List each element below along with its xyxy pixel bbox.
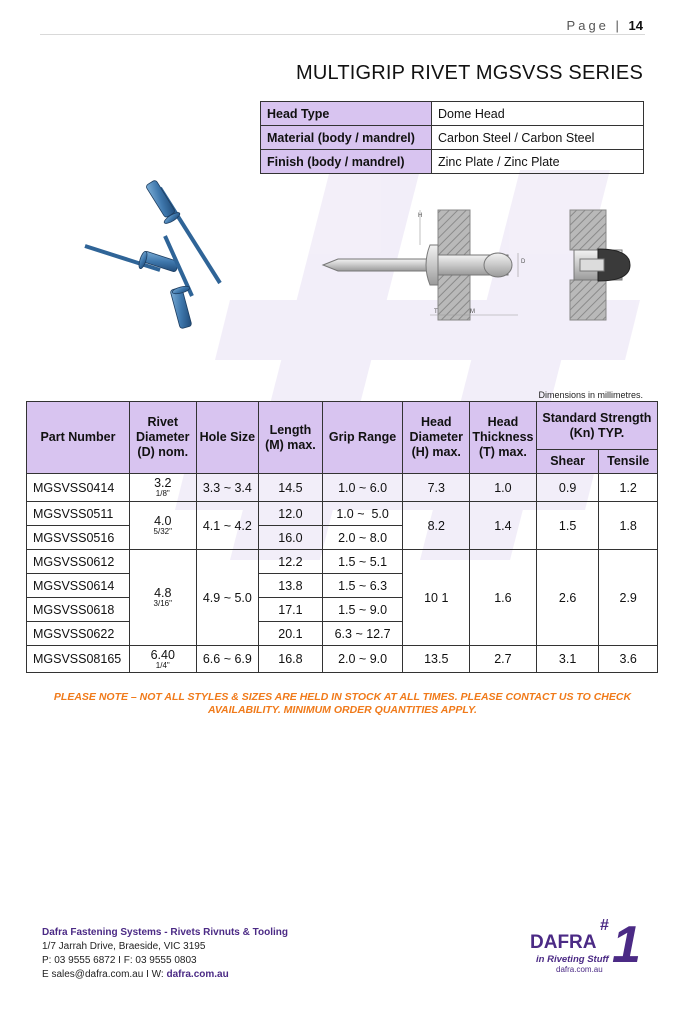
rivet-diagram — [318, 205, 636, 325]
header-divider — [40, 34, 645, 35]
head-diameter-cell: 10 1 — [403, 550, 470, 646]
part-number-cell: MGSVSS0618 — [27, 598, 130, 622]
page-number-value: 14 — [628, 18, 643, 33]
footer-contact — [42, 968, 288, 982]
dim-h-label: H — [418, 213, 423, 219]
spec-row — [261, 150, 644, 174]
col-header: Rivet Diameter (D) nom. — [129, 402, 196, 474]
table-row — [27, 474, 658, 502]
length-cell: 16.8 — [259, 646, 323, 673]
logo-hash: # — [600, 917, 609, 934]
table-row — [27, 550, 658, 574]
footer-email[interactable]: E sales@dafra.com.au I W: — [42, 969, 167, 980]
footer-website-link[interactable]: dafra.com.au — [166, 969, 229, 980]
col-header: Hole Size — [196, 402, 259, 474]
head-thickness-cell: 1.4 — [470, 502, 537, 550]
spec-label: Finish (body / mandrel) — [261, 150, 432, 174]
rivet-diameter-cell: 4.0 5/32" — [129, 502, 196, 550]
page-number: Page | 14 — [566, 18, 643, 33]
hole-size-cell: 3.3 ~ 3.4 — [196, 474, 259, 502]
spec-value: Zinc Plate / Zinc Plate — [432, 150, 644, 174]
part-number-cell: MGSVSS0614 — [27, 574, 130, 598]
part-number-cell: MGSVSS0622 — [27, 622, 130, 646]
tensile-cell: 1.2 — [599, 474, 658, 502]
grip-range-cell: 1.5 ~ 5.1 — [322, 550, 403, 574]
specs-table — [26, 401, 658, 673]
spec-label: Head Type — [261, 102, 432, 126]
shear-cell: 3.1 — [536, 646, 599, 673]
logo-name: DAFRA — [530, 932, 597, 953]
length-cell: 20.1 — [259, 622, 323, 646]
logo-number: 1 — [612, 916, 641, 974]
col-header: Grip Range — [322, 402, 403, 474]
tensile-cell: 3.6 — [599, 646, 658, 673]
length-cell: 13.8 — [259, 574, 323, 598]
grip-range-cell: 2.0 ~ 8.0 — [322, 526, 403, 550]
footer-address: 1/7 Jarrah Drive, Braeside, VIC 3195 — [42, 941, 206, 952]
length-cell: 14.5 — [259, 474, 323, 502]
shear-cell: 1.5 — [536, 502, 599, 550]
tensile-cell: 1.8 — [599, 502, 658, 550]
hole-size-cell: 6.6 ~ 6.9 — [196, 646, 259, 673]
head-thickness-cell: 1.6 — [470, 550, 537, 646]
hole-size-cell: 4.9 ~ 5.0 — [196, 550, 259, 646]
dafra-logo — [530, 912, 650, 976]
dimensions-note: Dimensions in millimetres. — [538, 390, 643, 400]
part-number-cell: MGSVSS0511 — [27, 502, 130, 526]
part-number-cell: MGSVSS0516 — [27, 526, 130, 550]
spec-table — [260, 101, 644, 174]
table-row — [27, 646, 658, 673]
tensile-cell: 2.9 — [599, 550, 658, 646]
grip-range-cell: 6.3 ~ 12.7 — [322, 622, 403, 646]
footer-company: Dafra Fastening Systems - Rivets Rivnuts & Tooling — [42, 927, 288, 938]
dim-d-label: D — [521, 259, 526, 265]
col-header: Head Diameter (H) max. — [403, 402, 470, 474]
shear-cell: 0.9 — [536, 474, 599, 502]
grip-range-cell: 1.0 ~ 5.0 — [322, 502, 403, 526]
rivet-diameter-cell: 3.2 1/8" — [129, 474, 196, 502]
part-number-cell: MGSVSS08165 — [27, 646, 130, 673]
head-thickness-cell: 2.7 — [470, 646, 537, 673]
spec-row — [261, 126, 644, 150]
rivet-diameter-cell: 6.40 1/4" — [129, 646, 196, 673]
dim-m-label: M — [470, 309, 475, 315]
length-cell: 12.0 — [259, 502, 323, 526]
length-cell: 16.0 — [259, 526, 323, 550]
page-title: MULTIGRIP RIVET MGSVSS SERIES — [296, 62, 643, 84]
head-diameter-cell: 13.5 — [403, 646, 470, 673]
grip-range-cell: 1.5 ~ 6.3 — [322, 574, 403, 598]
rivet-diameter-cell: 4.8 3/16" — [129, 550, 196, 646]
grip-range-cell: 1.0 ~ 6.0 — [322, 474, 403, 502]
part-number-cell: MGSVSS0414 — [27, 474, 130, 502]
length-cell: 17.1 — [259, 598, 323, 622]
col-header: Tensile — [599, 450, 658, 474]
grip-range-cell: 2.0 ~ 9.0 — [322, 646, 403, 673]
table-header-row — [27, 402, 658, 450]
spec-value: Carbon Steel / Carbon Steel — [432, 126, 644, 150]
head-thickness-cell: 1.0 — [470, 474, 537, 502]
logo-url: dafra.com.au — [556, 965, 603, 974]
col-header: Standard Strength (Kn) TYP. — [536, 402, 657, 450]
spec-label: Material (body / mandrel) — [261, 126, 432, 150]
length-cell: 12.2 — [259, 550, 323, 574]
footer — [42, 926, 288, 982]
col-header: Shear — [536, 450, 599, 474]
rivet-photo — [80, 178, 230, 338]
logo-tagline: in Riveting Stuff — [536, 954, 609, 965]
shear-cell: 2.6 — [536, 550, 599, 646]
col-header: Length (M) max. — [259, 402, 323, 474]
footer-phone: P: 03 9555 6872 I F: 03 9555 0803 — [42, 955, 197, 966]
spec-value: Dome Head — [432, 102, 644, 126]
grip-range-cell: 1.5 ~ 9.0 — [322, 598, 403, 622]
stock-notice: PLEASE NOTE – NOT ALL STYLES & SIZES ARE HELD IN STOCK AT ALL TIMES. PLEASE CONTACT US TO CHECK AVAILABILITY. MINIMUM ORDER QUANTITIES APPLY. — [53, 691, 632, 716]
col-header: Part Number — [27, 402, 130, 474]
dim-t-label: T — [434, 309, 438, 315]
part-number-cell: MGSVSS0612 — [27, 550, 130, 574]
spec-row — [261, 102, 644, 126]
table-row — [27, 502, 658, 526]
hole-size-cell: 4.1 ~ 4.2 — [196, 502, 259, 550]
head-diameter-cell: 7.3 — [403, 474, 470, 502]
col-header: Head Thickness (T) max. — [470, 402, 537, 474]
head-diameter-cell: 8.2 — [403, 502, 470, 550]
